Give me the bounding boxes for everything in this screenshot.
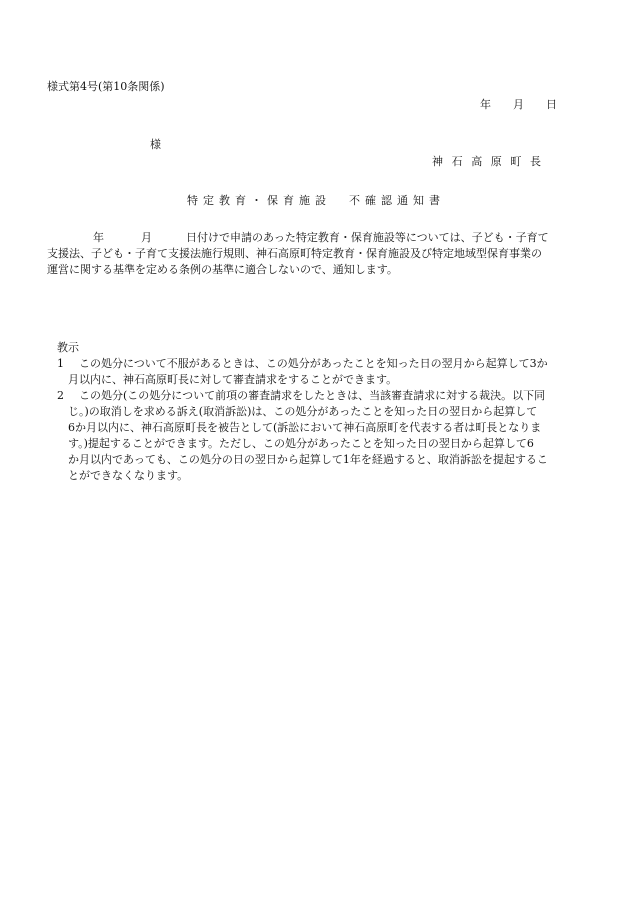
notice-label: 教示 (57, 341, 79, 354)
notice-line: じ。)の取消しを求める訴え(取消訴訟)は、この処分があったことを知った日の翌日から起算して (68, 405, 538, 418)
notice-item-number: 2 (57, 389, 64, 402)
date-line (480, 97, 557, 113)
notice-item-text (57, 388, 587, 484)
appeal-notice (57, 340, 587, 484)
notice-item (57, 356, 587, 388)
notice-line: 6か月以内に、神石高原町長を被告として(訴訟において神石高原町を代表する者は町長となりま (68, 421, 542, 434)
issuer-name: 神石高原町長 (432, 155, 550, 168)
notice-item-text (57, 356, 587, 388)
body-date-rest: 日付けで申請のあった特定教育・保育施設等については、子ども・子育て (186, 231, 549, 244)
title-part2: 不確認通知書 (349, 194, 445, 207)
notice-line: 月以内に、神石高原町長に対して審査請求をすることができます。 (68, 373, 398, 386)
date-year: 年 (480, 98, 491, 111)
body-line-1 (47, 230, 577, 246)
notice-line: とができなくなります。 (68, 469, 189, 482)
title-part1: 特定教育・保育施設 (187, 194, 331, 207)
body-month: 月 (141, 231, 152, 244)
notice-line: す。)提起することができます。ただし、この処分があったことを知った日の翌日から起算して6 (68, 437, 534, 450)
date-month: 月 (513, 98, 524, 111)
form-number: 様式第4号(第10条関係) (47, 80, 165, 93)
date-day: 日 (546, 98, 557, 111)
addressee-suffix: 様 (150, 138, 161, 151)
document-title (187, 193, 445, 209)
notice-item (57, 388, 587, 484)
notice-line: この処分について不服があるときは、この処分があったことを知った日の翌月から起算して3か (68, 357, 548, 370)
notice-line: か月以内であっても、この処分の日の翌日から起算して1年を経過すると、取消訴訟を提起するこ (68, 453, 548, 466)
body-line-3: 運営に関する基準を定める条例の基準に適合しないので、通知します。 (47, 263, 398, 276)
body-text (47, 230, 577, 278)
notice-line: この処分(この処分について前項の審査請求をしたときは、当該審査請求に対する裁決。以下同 (68, 389, 546, 402)
body-line-2: 支援法、子ども・子育て支援法施行規則、神石高原町特定教育・保育施設及び特定地域型保育事業の (47, 247, 542, 260)
notice-item-number: 1 (57, 357, 64, 370)
body-year: 年 (93, 231, 104, 244)
